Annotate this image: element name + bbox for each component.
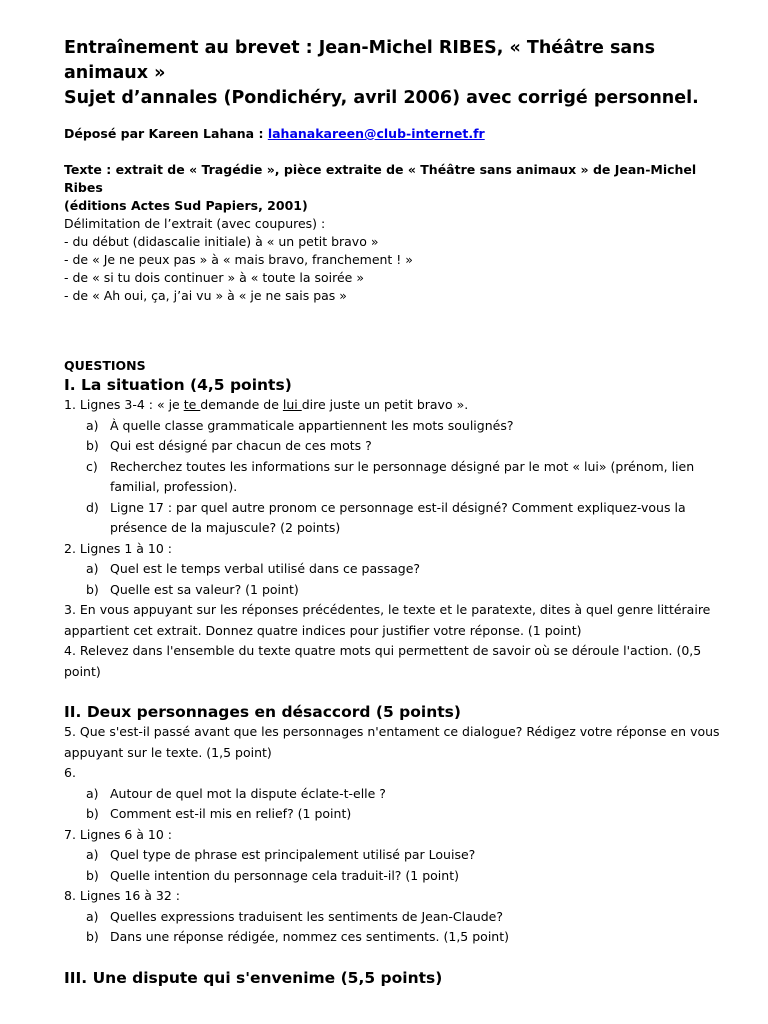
question-3: 3. En vous appuyant sur les réponses précédentes, le texte et le paratexte, dites à quel genre littéraire appartient cet extrait. Donnez quatre indices pour justifier votre réponse. (1 point) bbox=[64, 602, 711, 638]
underlined-word-lui: lui bbox=[282, 397, 302, 412]
sub-text: À quelle classe grammaticale appartiennent les mots soulignés? bbox=[110, 417, 514, 433]
sub-text: Autour de quel mot la dispute éclate-t-elle ? bbox=[110, 785, 386, 801]
sub-question bbox=[64, 804, 724, 825]
sub-question bbox=[64, 416, 724, 437]
document-title bbox=[64, 36, 724, 111]
sub-marker: a) bbox=[86, 847, 99, 862]
question-7: 7. Lignes 6 à 10 : bbox=[64, 826, 173, 842]
sub-text: Quelles expressions traduisent les sentiments de Jean-Claude? bbox=[110, 908, 503, 924]
question-1 bbox=[64, 395, 724, 416]
delimitation-item: - de « si tu dois continuer » à « toute la soirée » bbox=[64, 270, 364, 285]
texte-line-2: (éditions Actes Sud Papiers, 2001) bbox=[64, 198, 308, 213]
depose-label: Déposé par Kareen Lahana : bbox=[64, 126, 268, 141]
sub-marker: a) bbox=[86, 417, 99, 433]
sub-marker: b) bbox=[86, 438, 99, 453]
sub-marker: d) bbox=[86, 499, 99, 515]
texte-line-1: Texte : extrait de « Tragédie », pièce extraite de « Théâtre sans animaux » de Jean-Michel Ribes bbox=[64, 162, 697, 195]
underlined-word-te: te bbox=[183, 397, 201, 412]
sub-marker: c) bbox=[86, 458, 98, 474]
sub-marker: a) bbox=[86, 561, 99, 576]
sub-question bbox=[64, 498, 724, 539]
question-2: 2. Lignes 1 à 10 : bbox=[64, 540, 173, 556]
sub-marker: b) bbox=[86, 929, 99, 944]
sub-text: Quel type de phrase est principalement utilisé par Louise? bbox=[110, 847, 476, 862]
sub-question bbox=[64, 845, 724, 866]
title-line-2: Sujet d’annales (Pondichéry, avril 2006) avec corrigé personnel. bbox=[64, 88, 699, 108]
question-8: 8. Lignes 16 à 32 : bbox=[64, 888, 180, 903]
sub-marker: b) bbox=[86, 581, 99, 597]
section-3-title: III. Une dispute qui s'envenime (5,5 points) bbox=[64, 968, 443, 987]
questions-label: QUESTIONS bbox=[64, 358, 146, 373]
sub-text: Ligne 17 : par quel autre pronom ce personnage est-il désigné? Comment expliquez-vous la présence de la majuscule? (2 points) bbox=[110, 499, 686, 535]
q1-text-part: demande de bbox=[200, 397, 283, 412]
sub-question bbox=[64, 784, 724, 805]
sub-question bbox=[64, 907, 724, 928]
sub-marker: b) bbox=[86, 806, 99, 821]
sub-question bbox=[64, 436, 724, 457]
sub-question bbox=[64, 580, 724, 601]
sub-text: Qui est désigné par chacun de ces mots ? bbox=[110, 438, 372, 453]
delimitation-item: - du début (didascalie initiale) à « un petit bravo » bbox=[64, 234, 379, 249]
sub-marker: a) bbox=[86, 908, 99, 924]
sub-marker: b) bbox=[86, 867, 99, 883]
sub-text: Comment est-il mis en relief? (1 point) bbox=[110, 806, 352, 821]
sub-text: Quelle intention du personnage cela traduit-il? (1 point) bbox=[110, 867, 459, 883]
author-line bbox=[64, 125, 724, 143]
q1-text-part: 1. Lignes 3-4 : « je bbox=[64, 397, 184, 412]
sub-text: Recherchez toutes les informations sur le personnage désigné par le mot « lui» (prénom, lien familial, profession). bbox=[110, 458, 695, 494]
title-line-1: Entraînement au brevet : Jean-Michel RIBES, « Théâtre sans animaux » bbox=[64, 38, 656, 83]
delimitation-label: Délimitation de l’extrait (avec coupures) : bbox=[64, 216, 326, 231]
delimitation-item: - de « Ah oui, ça, j’ai vu » à « je ne sais pas » bbox=[64, 288, 347, 303]
author-email-link[interactable]: lahanakareen@club-internet.fr bbox=[267, 126, 485, 141]
sub-text: Quelle est sa valeur? (1 point) bbox=[110, 581, 299, 597]
sub-text: Dans une réponse rédigée, nommez ces sentiments. (1,5 point) bbox=[110, 929, 509, 944]
question-6: 6. bbox=[64, 765, 76, 780]
question-4: 4. Relevez dans l'ensemble du texte quatre mots qui permettent de savoir où se déroule l'action. (0,5 point) bbox=[64, 643, 702, 679]
sub-marker: a) bbox=[86, 785, 99, 801]
section-1-title: I. La situation (4,5 points) bbox=[64, 376, 292, 394]
texte-block bbox=[64, 161, 724, 305]
q1-text-part: dire juste un petit bravo ». bbox=[301, 397, 469, 412]
delimitation-item: - de « Je ne peux pas » à « mais bravo, franchement ! » bbox=[64, 252, 413, 267]
document-content bbox=[64, 36, 724, 988]
section-2-title: II. Deux personnages en désaccord (5 points) bbox=[64, 703, 461, 721]
sub-question bbox=[64, 927, 724, 948]
sub-question bbox=[64, 866, 724, 887]
sub-text: Quel est le temps verbal utilisé dans ce passage? bbox=[110, 561, 421, 576]
sub-question bbox=[64, 457, 724, 498]
question-5: 5. Que s'est-il passé avant que les personnages n'entament ce dialogue? Rédigez votre réponse en vous appuyant sur le texte. (1,5 point) bbox=[64, 724, 720, 760]
sub-question bbox=[64, 559, 724, 580]
